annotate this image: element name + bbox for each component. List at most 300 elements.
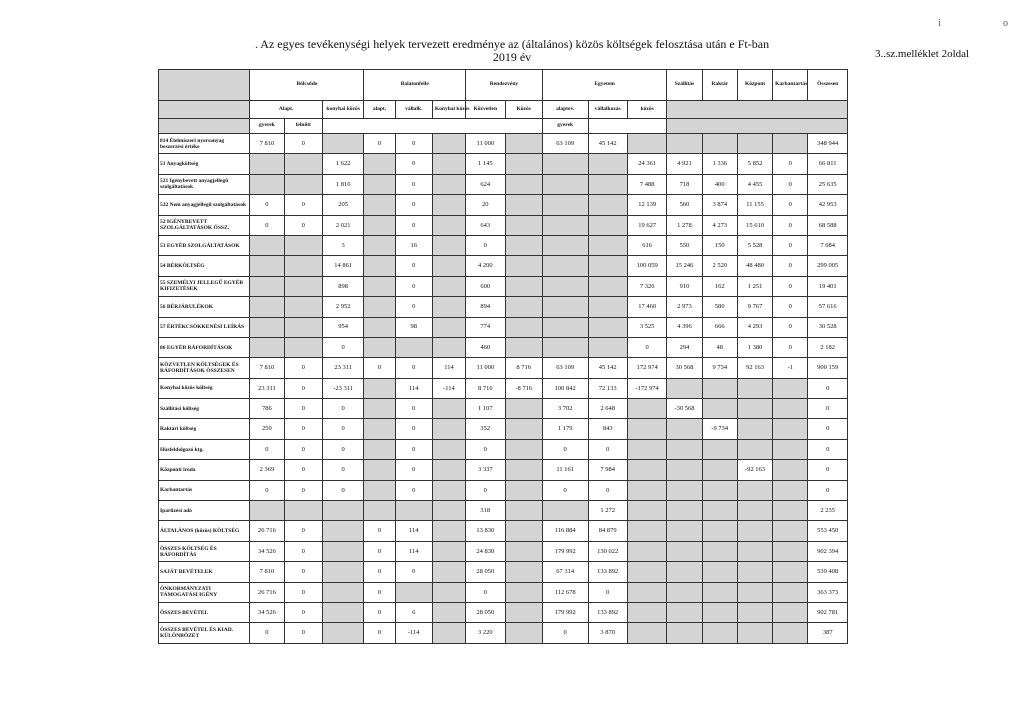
table-cell: 28 050	[466, 602, 505, 622]
table-cell: 2 369	[250, 460, 284, 480]
table-cell: 179 992	[542, 541, 588, 561]
table-cell: 666	[702, 317, 737, 337]
table-cell: 0	[284, 562, 322, 582]
table-cell: 0	[395, 399, 432, 419]
table-cell: 114	[395, 541, 432, 561]
table-row	[159, 602, 848, 622]
table-cell: 0	[808, 419, 848, 439]
table-row	[159, 439, 848, 459]
table-cell: 0	[773, 337, 808, 357]
group-header: Raktár	[702, 70, 737, 101]
table-cell	[702, 460, 737, 480]
table-cell	[627, 501, 666, 521]
table-cell: 0	[542, 623, 588, 643]
table-cell	[250, 317, 284, 337]
table-cell	[322, 521, 364, 541]
table-cell: 26 716	[250, 521, 284, 541]
table-row	[159, 521, 848, 541]
table-body	[159, 134, 848, 644]
table-cell: 2 235	[808, 501, 848, 521]
table-cell	[364, 460, 395, 480]
table-cell: 3 525	[627, 317, 666, 337]
table-cell	[250, 297, 284, 317]
table-cell	[432, 501, 465, 521]
table-cell	[505, 460, 542, 480]
table-cell	[505, 317, 542, 337]
table-cell: 0	[808, 480, 848, 500]
sub-header: felnőtt	[284, 119, 322, 134]
table-cell: 98	[395, 317, 432, 337]
table-cell	[667, 419, 702, 439]
table-cell	[542, 297, 588, 317]
table-cell	[432, 174, 465, 194]
table-cell: 11 000	[466, 134, 505, 154]
table-row	[159, 480, 848, 500]
table-cell: -8 716	[505, 378, 542, 398]
table-cell	[542, 256, 588, 276]
table-cell	[505, 195, 542, 215]
table-cell	[702, 541, 737, 561]
table-cell: 0	[284, 602, 322, 622]
table-cell	[702, 501, 737, 521]
table-cell	[667, 623, 702, 643]
table-cell: -1	[773, 358, 808, 378]
table-cell	[542, 276, 588, 296]
table-cell: 7 084	[808, 235, 848, 255]
table-cell: 205	[322, 195, 364, 215]
table-cell: 294	[667, 337, 702, 357]
table-cell	[588, 195, 627, 215]
table-cell: 0	[364, 358, 395, 378]
table-cell: 0	[808, 460, 848, 480]
table-cell	[322, 623, 364, 643]
corner-cell	[159, 119, 250, 134]
table-cell: 786	[250, 399, 284, 419]
corner-cell	[159, 101, 250, 119]
table-cell	[284, 317, 322, 337]
table-cell	[364, 480, 395, 500]
table-cell: 0	[395, 276, 432, 296]
table-cell	[432, 480, 465, 500]
table-cell	[505, 439, 542, 459]
table-cell	[627, 399, 666, 419]
table-cell	[588, 317, 627, 337]
table-cell	[284, 297, 322, 317]
table-cell	[773, 439, 808, 459]
table-row	[159, 215, 848, 235]
table-cell: 19 627	[627, 215, 666, 235]
table-cell	[542, 235, 588, 255]
table-cell	[322, 134, 364, 154]
table-cell: 34 526	[250, 602, 284, 622]
group-header: Balatonfelle	[364, 70, 466, 101]
table-cell	[364, 317, 395, 337]
table-row	[159, 562, 848, 582]
table-cell	[432, 521, 465, 541]
table-cell: 5 852	[737, 154, 772, 174]
table-cell: 0	[773, 195, 808, 215]
table-cell: 162	[702, 276, 737, 296]
table-cell	[284, 235, 322, 255]
table-cell	[505, 235, 542, 255]
table-row	[159, 337, 848, 357]
table-cell	[667, 378, 702, 398]
table-cell	[432, 134, 465, 154]
table-cell: 0	[284, 623, 322, 643]
table-cell: 0	[364, 541, 395, 561]
table-cell: 352	[466, 419, 505, 439]
table-cell	[322, 602, 364, 622]
table-cell	[773, 582, 808, 602]
table-cell: 902 394	[808, 541, 848, 561]
table-cell	[702, 623, 737, 643]
table-cell	[250, 154, 284, 174]
corner-mark-a: i	[938, 18, 941, 29]
table-cell: 250	[250, 419, 284, 439]
table-cell: 1 251	[737, 276, 772, 296]
table-cell: 8 716	[505, 358, 542, 378]
table-cell: 910	[667, 276, 702, 296]
row-label: Konyhai közös költség	[159, 378, 250, 398]
sub-header: vállalk.	[395, 101, 432, 119]
table-cell	[667, 541, 702, 561]
table-cell	[364, 276, 395, 296]
table-cell: 15 246	[667, 256, 702, 276]
table-cell	[364, 174, 395, 194]
table-cell	[627, 460, 666, 480]
table-cell	[250, 276, 284, 296]
table-cell: 387	[808, 623, 848, 643]
group-header: Karbantartás	[773, 70, 808, 101]
table-cell	[702, 582, 737, 602]
table-cell: 1 816	[322, 174, 364, 194]
table-cell	[773, 419, 808, 439]
table-cell	[284, 337, 322, 357]
table-cell: 0	[773, 235, 808, 255]
table-cell: 348 944	[808, 134, 848, 154]
table-cell	[505, 154, 542, 174]
table-cell: 1 380	[737, 337, 772, 357]
table-cell: 42 953	[808, 195, 848, 215]
table-cell	[588, 235, 627, 255]
table-cell: 24 361	[627, 154, 666, 174]
table-cell: 11 000	[466, 358, 505, 378]
sub-header: gyerek	[250, 119, 284, 134]
table-cell	[395, 501, 432, 521]
table-cell: 718	[667, 174, 702, 194]
table-cell	[432, 215, 465, 235]
table-cell	[284, 501, 322, 521]
document-year: 2019 év	[492, 50, 532, 64]
table-cell	[322, 541, 364, 561]
table-cell: 2 021	[322, 215, 364, 235]
cost-allocation-table	[158, 69, 848, 644]
table-row	[159, 317, 848, 337]
table-cell	[364, 399, 395, 419]
table-cell: 114	[432, 358, 465, 378]
row-label: 55 SZEMÉLYI JELLEGŰ EGYÉB KIFIZETÉSEK	[159, 276, 250, 296]
table-cell: 299 005	[808, 256, 848, 276]
table-cell: 0	[588, 582, 627, 602]
table-cell	[395, 337, 432, 357]
table-cell: 16	[395, 235, 432, 255]
row-label: Karbantartás	[159, 480, 250, 500]
table-cell	[505, 602, 542, 622]
table-cell: 9 734	[702, 358, 737, 378]
table-cell	[737, 521, 772, 541]
table-cell	[627, 439, 666, 459]
table-cell	[667, 521, 702, 541]
row-label: SAJÁT BEVÉTELEK	[159, 562, 250, 582]
table-cell	[432, 154, 465, 174]
table-cell	[505, 174, 542, 194]
table-cell	[667, 480, 702, 500]
table-cell	[702, 602, 737, 622]
table-cell	[284, 154, 322, 174]
blank-cell	[322, 119, 542, 134]
table-cell	[432, 623, 465, 643]
table-cell	[627, 480, 666, 500]
table-cell: -9 734	[702, 419, 737, 439]
table-cell: 0	[322, 399, 364, 419]
sub-header: Közvetlen	[466, 101, 505, 119]
table-cell: -114	[432, 378, 465, 398]
shaded-cell	[667, 101, 848, 119]
table-cell: -23 311	[322, 378, 364, 398]
table-cell	[505, 521, 542, 541]
table-cell: 1 107	[466, 399, 505, 419]
table-cell: 0	[284, 419, 322, 439]
table-cell	[702, 399, 737, 419]
table-cell	[284, 276, 322, 296]
table-cell: 954	[322, 317, 364, 337]
table-cell	[627, 602, 666, 622]
table-row	[159, 541, 848, 561]
table-cell: 4 921	[667, 154, 702, 174]
table-cell	[737, 439, 772, 459]
table-cell: 0	[395, 358, 432, 378]
table-cell: 13 830	[466, 521, 505, 541]
table-cell	[737, 134, 772, 154]
table-cell: 15 610	[737, 215, 772, 235]
table-cell: 843	[588, 419, 627, 439]
table-cell: 1 278	[667, 215, 702, 235]
table-cell	[542, 154, 588, 174]
table-cell: 0	[773, 297, 808, 317]
row-label: ÖSSZES BEVÉTEL	[159, 602, 250, 622]
table-cell	[505, 582, 542, 602]
table-cell	[588, 256, 627, 276]
row-label: Raktári költség	[159, 419, 250, 439]
table-cell	[505, 541, 542, 561]
table-cell	[627, 134, 666, 154]
table-row	[159, 154, 848, 174]
table-cell	[364, 256, 395, 276]
table-row	[159, 235, 848, 255]
table-cell: 57 616	[808, 297, 848, 317]
table-cell: 179 992	[542, 602, 588, 622]
table-cell	[432, 195, 465, 215]
table-cell: 616	[627, 235, 666, 255]
table-cell	[432, 582, 465, 602]
table-cell: 0	[466, 235, 505, 255]
table-cell: 0	[284, 521, 322, 541]
table-row	[159, 358, 848, 378]
sub-header: Konyhai közös	[432, 101, 465, 119]
table-cell	[627, 419, 666, 439]
table-cell: 0	[395, 460, 432, 480]
table-cell: 112 678	[542, 582, 588, 602]
table-cell	[773, 602, 808, 622]
table-cell	[702, 480, 737, 500]
table-cell: 0	[250, 215, 284, 235]
document-title: . Az egyes tevékenységi helyek tervezett eredménye az (általános) közös költségek felosztása után e Ft-ban	[254, 37, 770, 51]
table-cell	[432, 235, 465, 255]
table-cell	[773, 460, 808, 480]
table-cell: 0	[284, 399, 322, 419]
table-cell: 0	[808, 399, 848, 419]
sub-header: alaptev.	[542, 101, 588, 119]
table-cell: -92 163	[737, 460, 772, 480]
table-cell: 9 767	[737, 297, 772, 317]
table-cell: 3 702	[542, 399, 588, 419]
table-cell	[505, 419, 542, 439]
table-cell: 560	[667, 195, 702, 215]
table-cell	[364, 215, 395, 235]
table-cell: 0	[395, 195, 432, 215]
table-cell: 2 182	[808, 337, 848, 357]
table-cell: 133 892	[588, 602, 627, 622]
table-cell: 0	[364, 602, 395, 622]
table-cell	[588, 297, 627, 317]
table-cell: 643	[466, 215, 505, 235]
table-cell	[432, 541, 465, 561]
table-cell	[773, 501, 808, 521]
table-cell: 4 200	[466, 256, 505, 276]
table-cell: 3 874	[702, 195, 737, 215]
table-cell: 150	[702, 235, 737, 255]
table-cell: 553 450	[808, 521, 848, 541]
table-cell: 0	[395, 480, 432, 500]
table-cell: 0	[364, 521, 395, 541]
table-cell	[588, 276, 627, 296]
table-cell	[432, 439, 465, 459]
table-cell	[432, 419, 465, 439]
table-cell	[588, 174, 627, 194]
table-cell: 0	[284, 460, 322, 480]
table-cell: 19 401	[808, 276, 848, 296]
table-cell	[667, 439, 702, 459]
table-cell: 1 622	[322, 154, 364, 174]
table-cell: 900 159	[808, 358, 848, 378]
row-label: 56 BÉRJÁRULÉKOK	[159, 297, 250, 317]
table-cell	[667, 460, 702, 480]
table-cell: 0	[284, 582, 322, 602]
table-cell: 130 022	[588, 541, 627, 561]
table-cell: 3 220	[466, 623, 505, 643]
table-cell	[737, 378, 772, 398]
table-cell	[284, 256, 322, 276]
table-cell: 0	[395, 256, 432, 276]
table-cell: 20	[466, 195, 505, 215]
table-cell	[432, 562, 465, 582]
table-cell: 0	[322, 419, 364, 439]
table-row	[159, 195, 848, 215]
table-cell	[627, 582, 666, 602]
table-cell	[737, 562, 772, 582]
table-cell: 0	[627, 337, 666, 357]
table-cell	[773, 378, 808, 398]
table-cell: 0	[466, 439, 505, 459]
table-cell: 14 861	[322, 256, 364, 276]
table-cell: 1 336	[702, 154, 737, 174]
table-cell: 580	[702, 297, 737, 317]
table-cell: 0	[395, 419, 432, 439]
table-cell: 7 810	[250, 358, 284, 378]
table-cell: 172 974	[627, 358, 666, 378]
table-cell	[773, 399, 808, 419]
table-cell: 114	[395, 378, 432, 398]
table-cell: 0	[773, 317, 808, 337]
table-row	[159, 378, 848, 398]
row-label: 54 BÉRKÖLTSÉG	[159, 256, 250, 276]
table-cell	[395, 582, 432, 602]
table-cell	[505, 562, 542, 582]
table-cell: 1 145	[466, 154, 505, 174]
table-cell	[667, 134, 702, 154]
table-cell	[667, 602, 702, 622]
table-cell	[702, 134, 737, 154]
table-cell: -114	[395, 623, 432, 643]
table-cell: 84 879	[588, 521, 627, 541]
table-cell	[773, 623, 808, 643]
table-cell: 0	[250, 195, 284, 215]
table-cell: 4 396	[667, 317, 702, 337]
table-cell	[432, 297, 465, 317]
table-cell: 0	[250, 480, 284, 500]
table-cell: 24 830	[466, 541, 505, 561]
row-label: KÖZVETLEN KÖLTSÉGEK ÉS RÁFORDÍTÁSOK ÖSSZESEN	[159, 358, 250, 378]
table-cell: 23 311	[250, 378, 284, 398]
table-cell: 460	[466, 337, 505, 357]
table-cell: 0	[808, 378, 848, 398]
shaded-cell	[667, 119, 848, 134]
table-cell: 30 568	[667, 358, 702, 378]
table-cell: 0	[322, 480, 364, 500]
table-cell: 3 870	[588, 623, 627, 643]
table-cell	[250, 501, 284, 521]
table-cell	[250, 235, 284, 255]
table-row	[159, 256, 848, 276]
table-cell: 7 810	[250, 134, 284, 154]
table-cell: 28 050	[466, 562, 505, 582]
table-cell: 66 811	[808, 154, 848, 174]
table-row	[159, 419, 848, 439]
row-label: ÖNKORMÁNYZATI TÁMOGATÁSI IGÉNY	[159, 582, 250, 602]
table-cell: 400	[702, 174, 737, 194]
table-cell: 0	[588, 480, 627, 500]
table-cell: 0	[773, 154, 808, 174]
table-cell: 17 460	[627, 297, 666, 317]
table-cell: 0	[284, 215, 322, 235]
table-cell	[505, 215, 542, 235]
table-cell: 0	[250, 439, 284, 459]
table-cell	[588, 337, 627, 357]
table-cell	[250, 174, 284, 194]
table-cell	[250, 256, 284, 276]
table-cell: 68 588	[808, 215, 848, 235]
table-cell: 72 133	[588, 378, 627, 398]
